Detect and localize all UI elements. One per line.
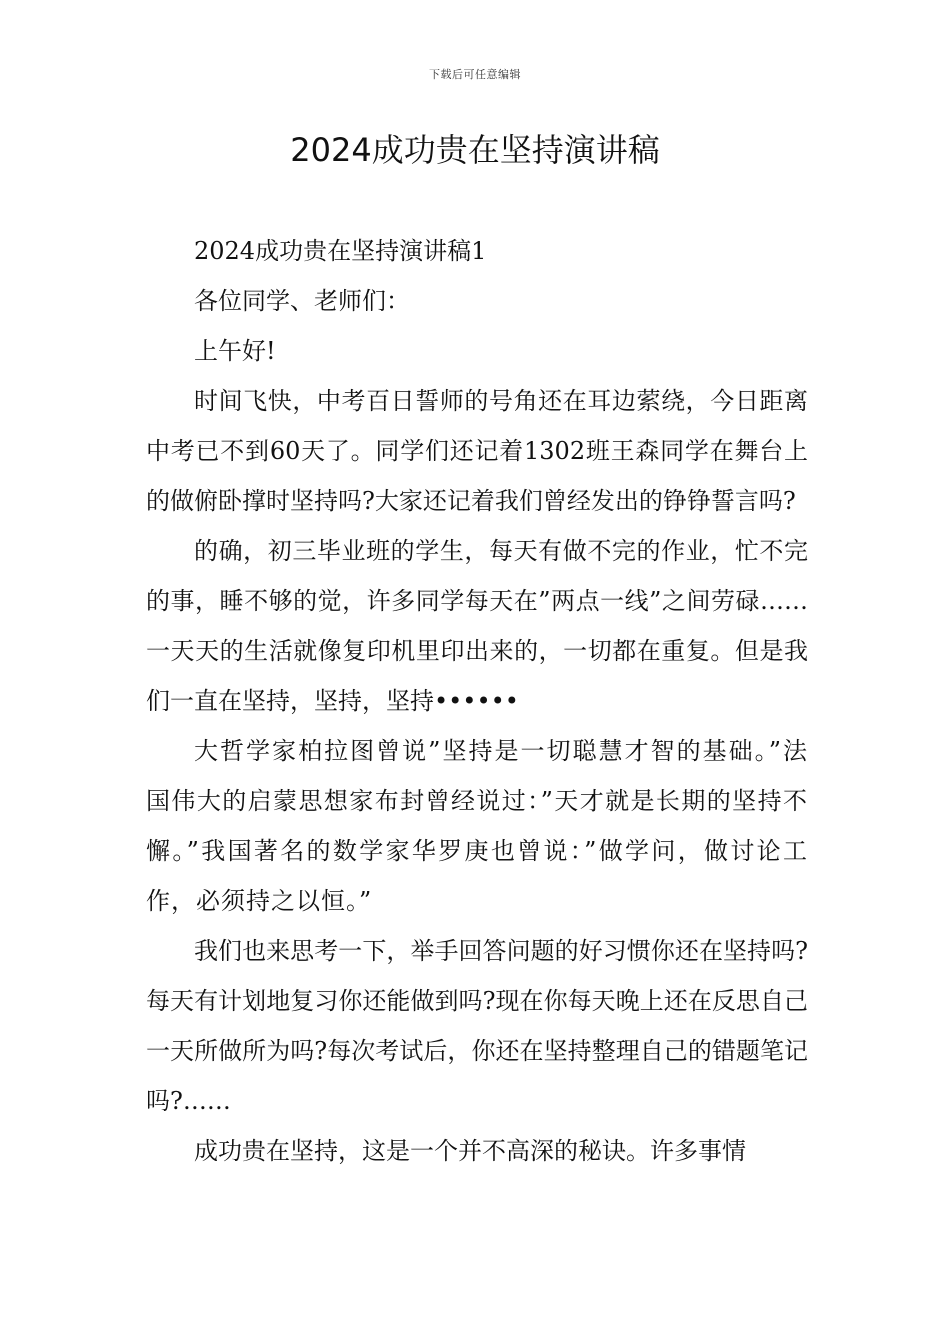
page-header-note: 下载后可任意编辑 <box>429 68 521 81</box>
paragraph-conclusion: 成功贵在坚持，这是一个并不高深的秘诀。许多事情 <box>194 1137 746 1165</box>
paragraph-daily-routine: 的确，初三毕业班的学生，每天有做不完的作业，忙不完的事，睡不够的觉，许多同学每天在”两点一线”之间劳碌……一天天的生活就像复印机里印出来的，一切都在重复。但是我们一直在坚持，坚持，坚持•••••• <box>146 537 808 715</box>
paragraph-quotes: 大哲学家柏拉图曾说”坚持是一切聪慧才智的基础。”法国伟大的启蒙思想家布封曾经说过：”天才就是长期的坚持不懈。”我国著名的数学家华罗庚也曾说：”做学问，做讨论工作，必须持之以恒。” <box>146 737 808 915</box>
document-title: 2024成功贵在坚持演讲稿 <box>290 131 660 169</box>
paragraph-greeting-audience: 各位同学、老师们： <box>194 287 410 315</box>
document-body <box>146 226 808 1176</box>
paragraph-subtitle: 2024成功贵在坚持演讲稿1 <box>194 237 487 265</box>
paragraph-greeting-morning: 上午好! <box>194 337 276 365</box>
paragraph-reflection: 我们也来思考一下，举手回答问题的好习惯你还在坚持吗?每天有计划地复习你还能做到吗?现在你每天晚上还在反思自己一天所做所为吗?每次考试后，你还在坚持整理自己的错题笔记吗?…… <box>146 937 808 1115</box>
paragraph-time-flies: 时间飞快，中考百日誓师的号角还在耳边萦绕，今日距离中考已不到60天了。同学们还记着1302班王森同学在舞台上的做俯卧撑时坚持吗?大家还记着我们曾经发出的铮铮誓言吗? <box>146 387 808 515</box>
